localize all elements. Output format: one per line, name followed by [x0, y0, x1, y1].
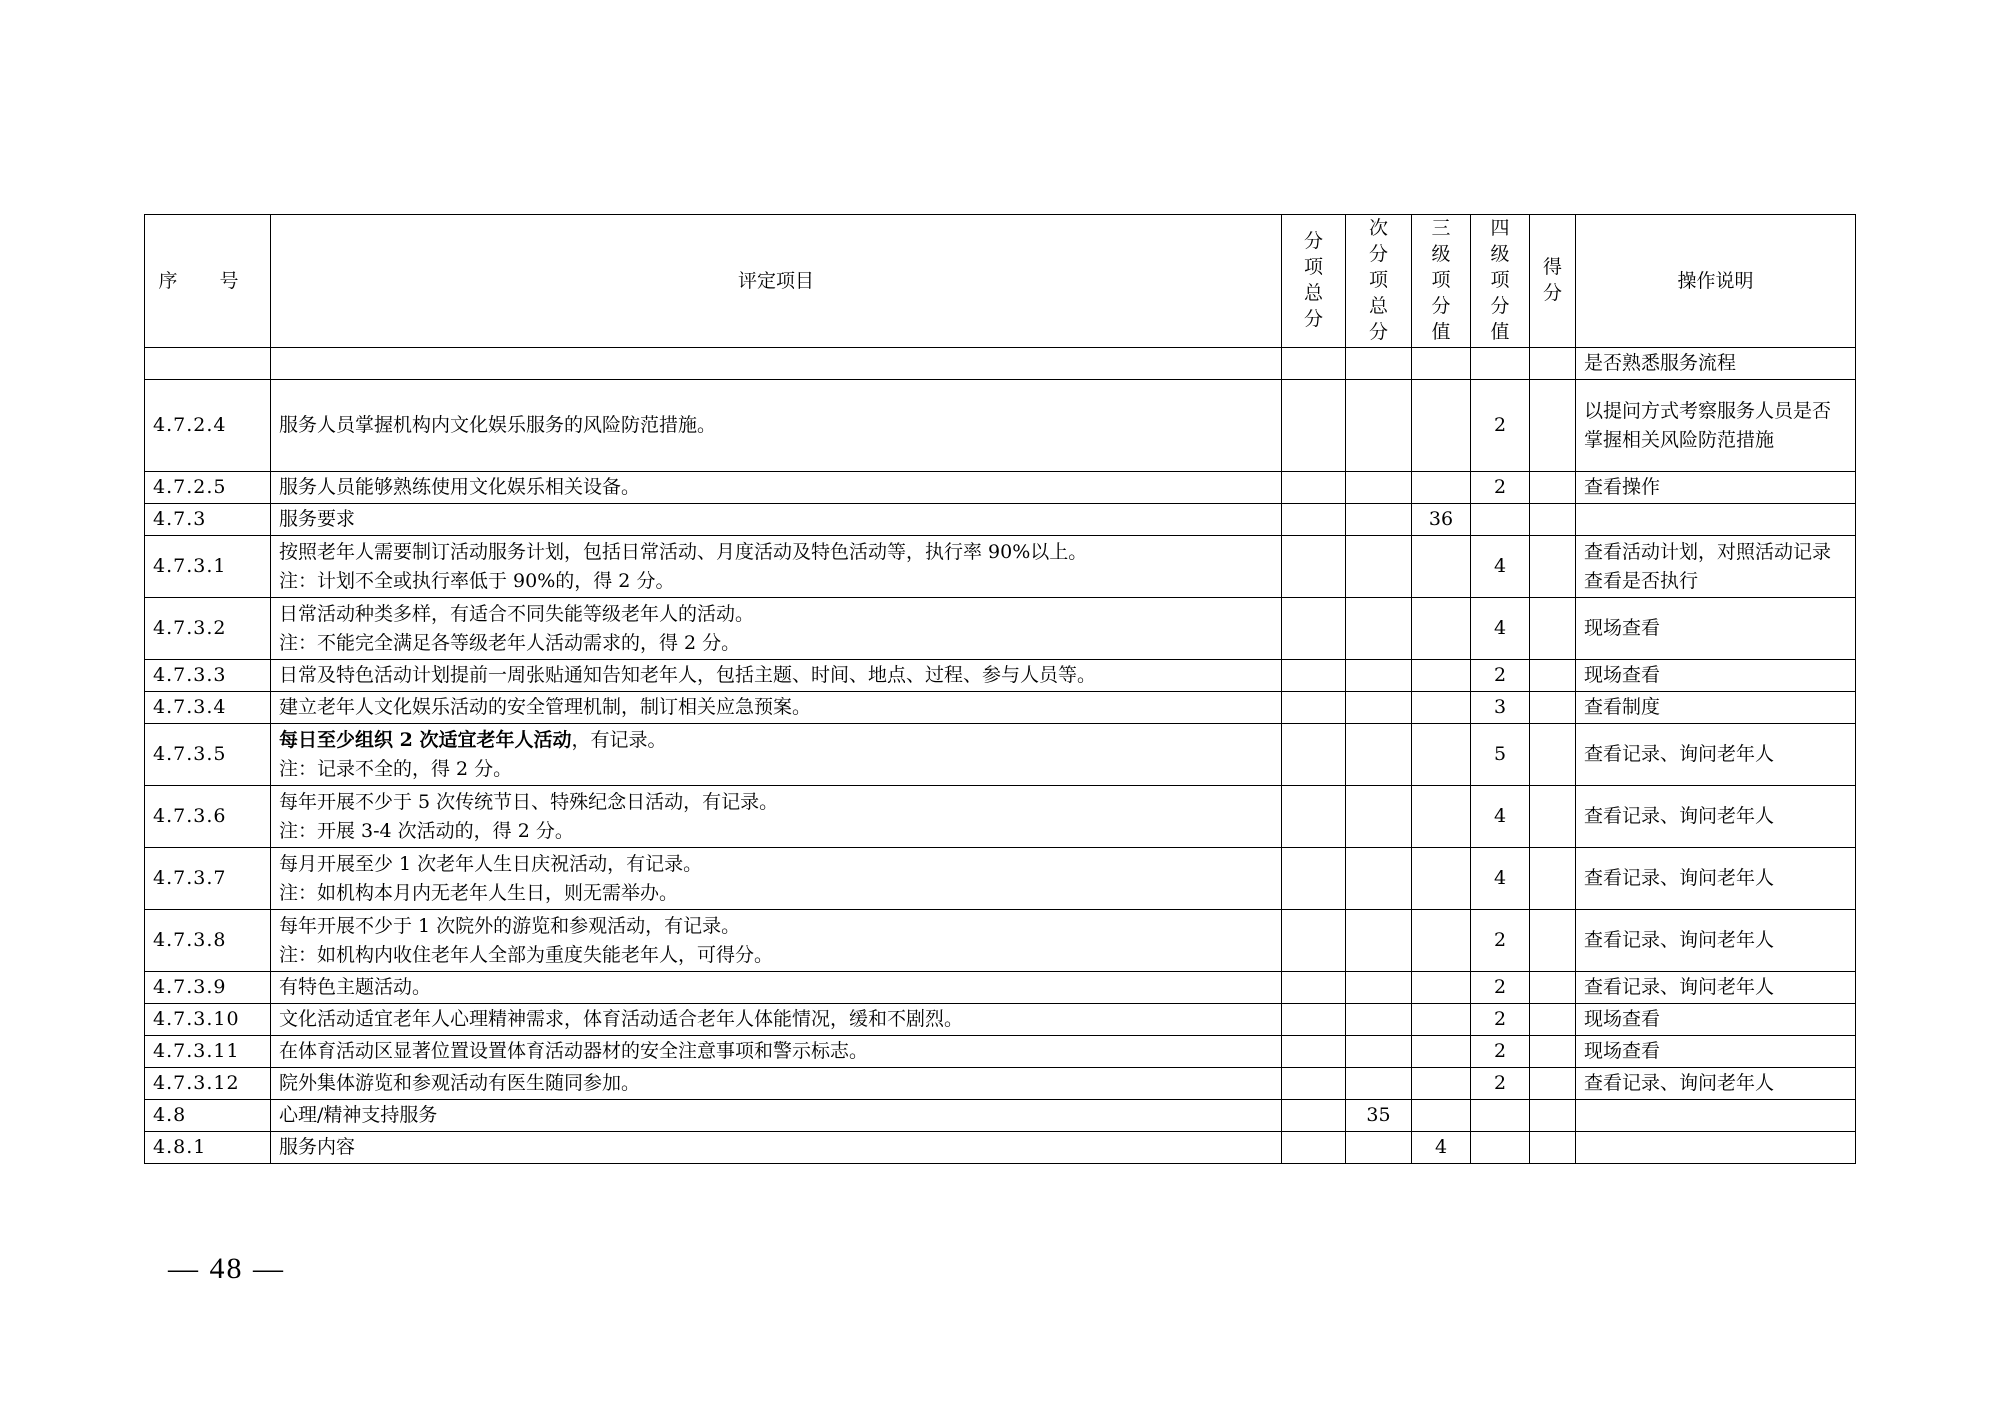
row-note: 查看记录、询问老年人: [1576, 1068, 1856, 1100]
row-seq: 4.7.3.7: [145, 848, 271, 910]
row-item: [271, 1068, 1282, 1100]
row-item: [271, 1100, 1282, 1132]
row-sub-total: [1346, 1068, 1412, 1100]
row-level4: 2: [1471, 380, 1530, 472]
row-score: [1530, 536, 1576, 598]
row-note: [1576, 504, 1856, 536]
row-sub-total: [1346, 598, 1412, 660]
row-item-line: [279, 1101, 1273, 1130]
row-level4: 2: [1471, 660, 1530, 692]
row-item-total: [1282, 692, 1346, 724]
row-level3: [1412, 786, 1471, 848]
row-sub-total: [1346, 786, 1412, 848]
header-item: 评定项目: [271, 215, 1282, 348]
table-row: [145, 598, 1856, 660]
row-seq: 4.7.3.11: [145, 1036, 271, 1068]
row-item-total: [1282, 504, 1346, 536]
header-item-total: [1282, 215, 1346, 348]
row-level3: [1412, 1100, 1471, 1132]
row-level3: [1412, 1036, 1471, 1068]
row-item-text: 建立老年人文化娱乐活动的安全管理机制，制订相关应急预案。: [279, 696, 812, 718]
table-row: [145, 910, 1856, 972]
row-score: [1530, 972, 1576, 1004]
row-seq: 4.7.3.12: [145, 1068, 271, 1100]
row-level3: [1412, 536, 1471, 598]
row-item-remark: 注：开展 3-4 次活动的，得 2 分。: [279, 819, 574, 842]
table-row: [145, 504, 1856, 536]
row-item: [271, 910, 1282, 972]
row-score: [1530, 380, 1576, 472]
row-item-total: [1282, 536, 1346, 598]
row-level4: 2: [1471, 472, 1530, 504]
row-item-line: [279, 411, 1273, 440]
row-score: [1530, 1132, 1576, 1164]
row-item-total: [1282, 1132, 1346, 1164]
table-row: [145, 848, 1856, 910]
row-sub-total: [1346, 1004, 1412, 1036]
row-level3: [1412, 348, 1471, 380]
row-item: [271, 1036, 1282, 1068]
row-item-total: [1282, 1004, 1346, 1036]
header-seq: 序 号: [145, 215, 271, 348]
row-note: 查看记录、询问老年人: [1576, 910, 1856, 972]
table-row: [145, 972, 1856, 1004]
row-item-text: 服务人员能够熟练使用文化娱乐相关设备。: [279, 476, 641, 498]
row-item-remark: 注：如机构本月内无老年人生日，则无需举办。: [279, 881, 679, 904]
row-item-line: [279, 726, 1273, 755]
row-score: [1530, 348, 1576, 380]
row-item-total: [1282, 348, 1346, 380]
row-item-text: 日常活动种类多样，有适合不同失能等级老年人的活动。: [279, 602, 755, 625]
row-item-text: 每月开展至少 1 次老年人生日庆祝活动，有记录。: [279, 852, 703, 875]
row-item-text: 按照老年人需要制订活动服务计划，包括日常活动、月度活动及特色活动等，执行率 90%以上。: [279, 540, 1088, 563]
header-item-total-text: 分项总分: [1303, 230, 1323, 330]
row-seq: 4.7.3.8: [145, 910, 271, 972]
table-row: [145, 1132, 1856, 1164]
row-seq: 4.7.3.2: [145, 598, 271, 660]
row-level3: [1412, 660, 1471, 692]
row-item: [271, 536, 1282, 598]
row-item-line: [279, 1069, 1273, 1098]
row-level3: [1412, 472, 1471, 504]
table-row: [145, 1068, 1856, 1100]
row-note: 查看操作: [1576, 472, 1856, 504]
row-item-total: [1282, 724, 1346, 786]
row-score: [1530, 472, 1576, 504]
row-level3: [1412, 1068, 1471, 1100]
table-row: [145, 786, 1856, 848]
header-sub-total-text: 次分项总分: [1368, 217, 1388, 343]
row-level4: 2: [1471, 972, 1530, 1004]
row-item-total: [1282, 848, 1346, 910]
row-item-remark: 注：计划不全或执行率低于 90%的，得 2 分。: [279, 569, 675, 592]
row-level4: 2: [1471, 1004, 1530, 1036]
row-note: 查看活动计划，对照活动记录查看是否执行: [1576, 536, 1856, 598]
row-score: [1530, 910, 1576, 972]
row-note: 现场查看: [1576, 1036, 1856, 1068]
header-level3: [1412, 215, 1471, 348]
row-sub-total: [1346, 660, 1412, 692]
table-row: [145, 380, 1856, 472]
row-note: 现场查看: [1576, 1004, 1856, 1036]
row-note: 查看制度: [1576, 692, 1856, 724]
row-item-line: [279, 1005, 1273, 1034]
row-sub-total: [1346, 380, 1412, 472]
row-score: [1530, 1068, 1576, 1100]
page-number: — 48 —: [168, 1252, 285, 1285]
row-item-text: 院外集体游览和参观活动有医生随同参加。: [279, 1072, 641, 1094]
row-level4: [1471, 1132, 1530, 1164]
row-sub-total: [1346, 848, 1412, 910]
row-item: [271, 348, 1282, 380]
row-sub-total: 35: [1346, 1100, 1412, 1132]
row-item: [271, 1004, 1282, 1036]
row-item-line: [279, 788, 1273, 817]
row-note: 查看记录、询问老年人: [1576, 848, 1856, 910]
row-sub-total: [1346, 348, 1412, 380]
header-level4: [1471, 215, 1530, 348]
row-item: [271, 472, 1282, 504]
row-note: 查看记录、询问老年人: [1576, 724, 1856, 786]
table-row: [145, 724, 1856, 786]
row-seq: [145, 348, 271, 380]
row-note: [1576, 1100, 1856, 1132]
row-level4: 2: [1471, 1068, 1530, 1100]
row-level3: [1412, 848, 1471, 910]
row-item-line: [279, 693, 1273, 722]
row-level4: 4: [1471, 848, 1530, 910]
row-item-line: [279, 505, 1273, 534]
row-sub-total: [1346, 472, 1412, 504]
row-item-remark: 注：不能完全满足各等级老年人活动需求的，得 2 分。: [279, 631, 741, 654]
row-level4: 4: [1471, 786, 1530, 848]
row-item-line: [279, 600, 1273, 629]
row-item-text: ，有记录。: [571, 728, 667, 751]
row-item: [271, 660, 1282, 692]
row-item-total: [1282, 1068, 1346, 1100]
row-item-text: 心理/精神支持服务: [279, 1104, 438, 1126]
row-item: [271, 786, 1282, 848]
row-item-line: [279, 1037, 1273, 1066]
row-item-text: 服务人员掌握机构内文化娱乐服务的风险防范措施。: [279, 414, 717, 436]
row-score: [1530, 848, 1576, 910]
row-seq: 4.7.3.4: [145, 692, 271, 724]
row-note: 现场查看: [1576, 660, 1856, 692]
row-item: [271, 504, 1282, 536]
row-item-line: [279, 661, 1273, 690]
row-level3: [1412, 724, 1471, 786]
row-item-total: [1282, 472, 1346, 504]
row-level4: 5: [1471, 724, 1530, 786]
row-item: [271, 692, 1282, 724]
row-level3: [1412, 972, 1471, 1004]
row-score: [1530, 786, 1576, 848]
row-item-emphasis: 每日至少组织 2 次适宜老年人活动: [279, 728, 572, 751]
row-item-total: [1282, 910, 1346, 972]
header-score: [1530, 215, 1576, 348]
row-seq: 4.8.1: [145, 1132, 271, 1164]
row-item-text: 有特色主题活动。: [279, 976, 432, 998]
evaluation-table: [144, 214, 1856, 1164]
row-level4: 2: [1471, 1036, 1530, 1068]
row-item: [271, 724, 1282, 786]
row-seq: 4.7.3.10: [145, 1004, 271, 1036]
row-item: [271, 380, 1282, 472]
row-item-total: [1282, 380, 1346, 472]
row-item-line: [279, 473, 1273, 502]
row-seq: 4.7.3.5: [145, 724, 271, 786]
table-row: [145, 692, 1856, 724]
header-level4-text: 四级项分值: [1490, 217, 1510, 343]
table-row: [145, 348, 1856, 380]
row-item-remark: 注：记录不全的，得 2 分。: [279, 757, 513, 780]
row-item-line: [279, 850, 1273, 879]
table-row: [145, 472, 1856, 504]
row-sub-total: [1346, 692, 1412, 724]
row-sub-total: [1346, 536, 1412, 598]
row-item: [271, 848, 1282, 910]
row-level3: 4: [1412, 1132, 1471, 1164]
row-score: [1530, 1036, 1576, 1068]
row-level3: 36: [1412, 504, 1471, 536]
row-item: [271, 1132, 1282, 1164]
row-score: [1530, 692, 1576, 724]
row-item-total: [1282, 598, 1346, 660]
row-item-line: [279, 1133, 1273, 1162]
row-seq: 4.8: [145, 1100, 271, 1132]
row-item: [271, 972, 1282, 1004]
row-item-total: [1282, 660, 1346, 692]
row-note: 是否熟悉服务流程: [1576, 348, 1856, 380]
row-sub-total: [1346, 1036, 1412, 1068]
row-level3: [1412, 380, 1471, 472]
row-item-text: 每年开展不少于 5 次传统节日、特殊纪念日活动，有记录。: [279, 790, 779, 813]
row-sub-total: [1346, 910, 1412, 972]
row-level4: [1471, 504, 1530, 536]
row-item-remark: 注：如机构内收住老年人全部为重度失能老年人，可得分。: [279, 943, 774, 966]
row-seq: 4.7.3.1: [145, 536, 271, 598]
row-item-text: 日常及特色活动计划提前一周张贴通知告知老年人，包括主题、时间、地点、过程、参与人员等。: [279, 664, 1097, 686]
row-seq: 4.7.3.9: [145, 972, 271, 1004]
row-score: [1530, 1004, 1576, 1036]
row-note: 查看记录、询问老年人: [1576, 786, 1856, 848]
row-seq: 4.7.3.3: [145, 660, 271, 692]
row-seq: 4.7.2.4: [145, 380, 271, 472]
header-row: [145, 215, 1856, 348]
row-sub-total: [1346, 972, 1412, 1004]
row-item-total: [1282, 786, 1346, 848]
row-item-line: [279, 538, 1273, 567]
row-item: [271, 598, 1282, 660]
row-item-text: 每年开展不少于 1 次院外的游览和参观活动，有记录。: [279, 914, 741, 937]
row-level4: 4: [1471, 598, 1530, 660]
row-item-text: 在体育活动区显著位置设置体育活动器材的安全注意事项和警示标志。: [279, 1040, 869, 1062]
table-row: [145, 660, 1856, 692]
row-score: [1530, 598, 1576, 660]
header-score-text: 得分: [1542, 256, 1562, 304]
table-row: [145, 1036, 1856, 1068]
row-score: [1530, 504, 1576, 536]
row-note: 查看记录、询问老年人: [1576, 972, 1856, 1004]
row-item-text: 服务要求: [279, 508, 356, 530]
row-level3: [1412, 1004, 1471, 1036]
row-score: [1530, 724, 1576, 786]
row-note: 现场查看: [1576, 598, 1856, 660]
row-item-total: [1282, 972, 1346, 1004]
row-level3: [1412, 910, 1471, 972]
row-level3: [1412, 692, 1471, 724]
row-sub-total: [1346, 504, 1412, 536]
header-note: 操作说明: [1576, 215, 1856, 348]
row-seq: 4.7.2.5: [145, 472, 271, 504]
row-item-line: [279, 973, 1273, 1002]
row-level4: [1471, 1100, 1530, 1132]
row-seq: 4.7.3.6: [145, 786, 271, 848]
row-item-total: [1282, 1100, 1346, 1132]
row-score: [1530, 660, 1576, 692]
row-score: [1530, 1100, 1576, 1132]
row-level4: 3: [1471, 692, 1530, 724]
header-level3-text: 三级项分值: [1431, 217, 1451, 343]
row-item-text: 服务内容: [279, 1136, 356, 1158]
row-item-line: [279, 912, 1273, 941]
row-item-total: [1282, 1036, 1346, 1068]
row-sub-total: [1346, 1132, 1412, 1164]
row-level3: [1412, 598, 1471, 660]
row-level4: 2: [1471, 910, 1530, 972]
header-sub-total: [1346, 215, 1412, 348]
table-row: [145, 1100, 1856, 1132]
row-note: [1576, 1132, 1856, 1164]
row-seq: 4.7.3: [145, 504, 271, 536]
row-item-text: 文化活动适宜老年人心理精神需求，体育活动适合老年人体能情况，缓和不剧烈。: [279, 1008, 964, 1030]
table-row: [145, 536, 1856, 598]
row-level4: [1471, 348, 1530, 380]
row-sub-total: [1346, 724, 1412, 786]
row-level4: 4: [1471, 536, 1530, 598]
table-row: [145, 1004, 1856, 1036]
row-note: 以提问方式考察服务人员是否掌握相关风险防范措施: [1576, 380, 1856, 472]
